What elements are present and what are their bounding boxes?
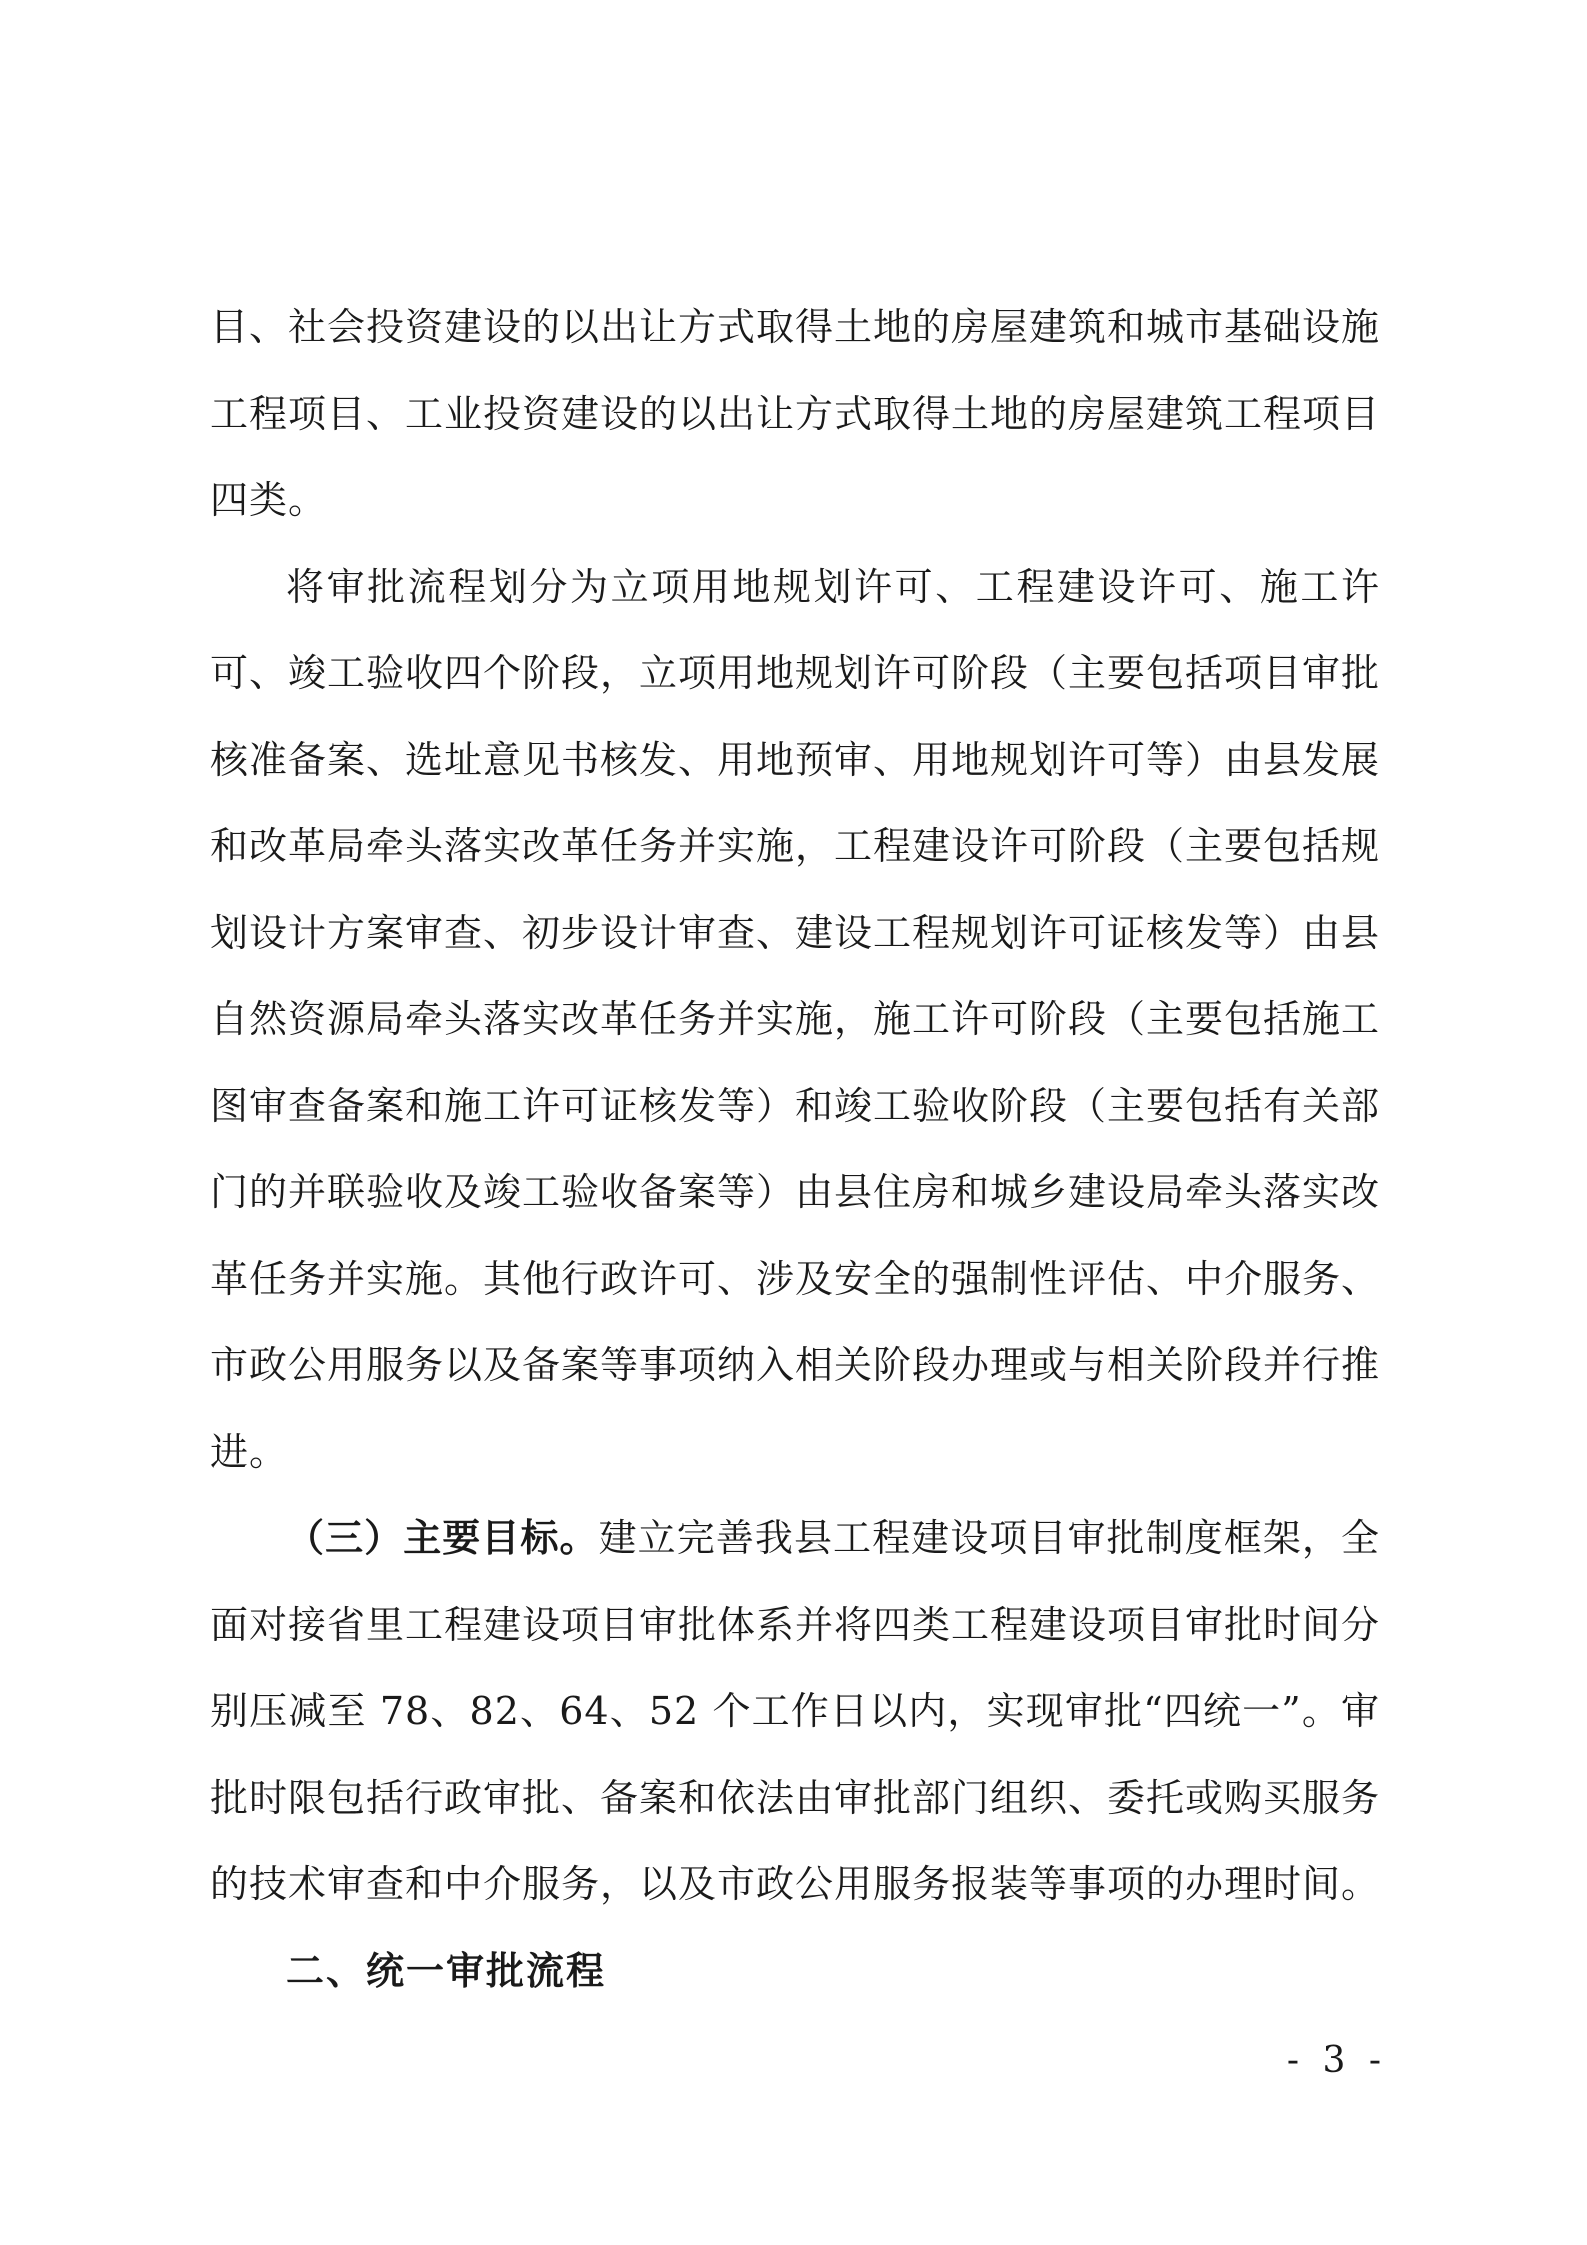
page-number: - 3 -	[1286, 2040, 1387, 2081]
page-content	[210, 284, 1380, 2014]
section-heading: 二、统一审批流程	[286, 1948, 607, 1993]
main-goals-lead: （三）主要目标。	[286, 1516, 599, 1560]
paragraph-project-types: 目、社会投资建设的以出让方式取得土地的房屋建筑和城市基础设施工程项目、工业投资建设的以出让方式取得土地的房屋建筑工程项目四类。	[210, 305, 1381, 522]
main-goals-text: 建立完善我县工程建设项目审批制度框架，全面对接省里工程建设项目审批体系并将四类工程建设项目审批时间分别压减至 78、82、64、52 个工作日以内，实现审批“四统一”。审批时限包括行政审批、备案和依法由审批部门组织、委托或购买服务的技术审查和中介服务，以及市政公用服务报装等事项的办理时间。	[210, 1516, 1381, 1906]
paragraph-main-goals	[210, 1495, 1380, 1928]
paragraph-approval-stages: 将审批流程划分为立项用地规划许可、工程建设许可、施工许可、竣工验收四个阶段，立项用地规划许可阶段（主要包括项目审批核准备案、选址意见书核发、用地预审、用地规划许可等）由县发展和改革局牵头落实改革任务并实施，工程建设许可阶段（主要包括规划设计方案审查、初步设计审查、建设工程规划许可证核发等）由县自然资源局牵头落实改革任务并实施，施工许可阶段（主要包括施工图审查备案和施工许可证核发等）和竣工验收阶段（主要包括有关部门的并联验收及竣工验收备案等）由县住房和城乡建设局牵头落实改革任务并实施。其他行政许可、涉及安全的强制性评估、中介服务、市政公用服务以及备案等事项纳入相关阶段办理或与相关阶段并行推进。	[210, 564, 1381, 1474]
